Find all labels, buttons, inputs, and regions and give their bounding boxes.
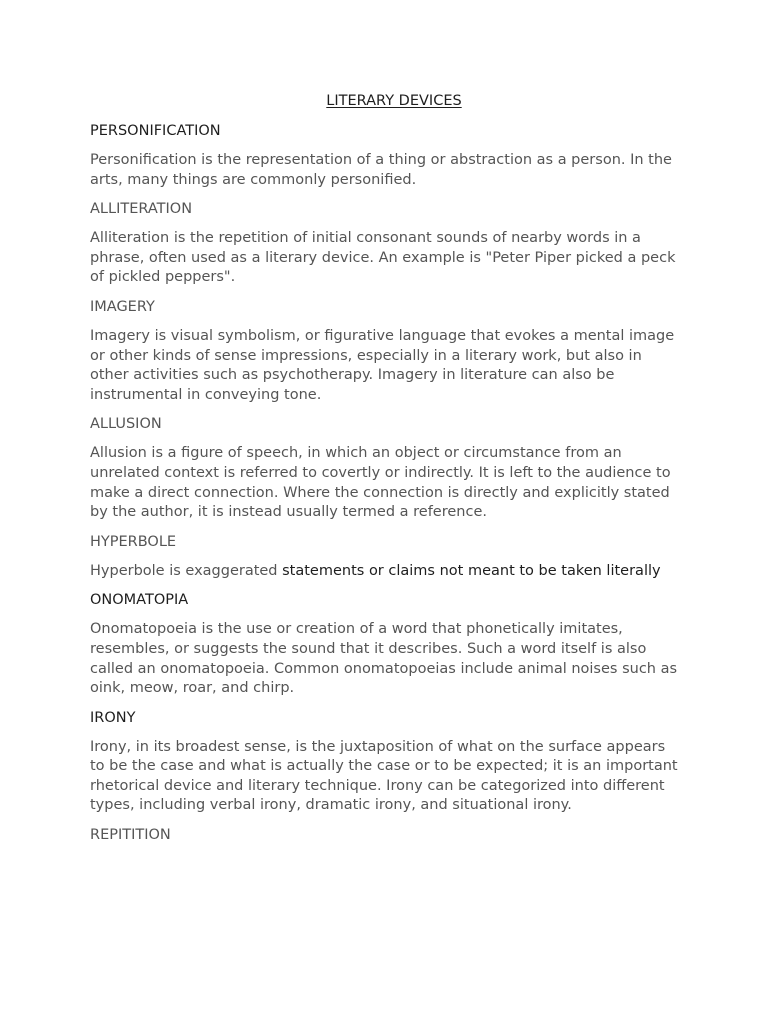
document-body xyxy=(90,91,680,855)
section-body-hyperbole xyxy=(90,562,680,582)
section-body-irony: Irony, in its broadest sense, is the juxtaposition of what on the surface appears to be the case and what is actually the case or to be expected; it is an important rhetorical device and literary technique. Irony can be categorized into different types, including verbal irony, dramatic irony, and situational irony. xyxy=(90,738,678,814)
section-body-onomatopia: Onomatopoeia is the use or creation of a word that phonetically imitates, resembles, or suggests the sound that it describes. Such a word itself is also called an onomatopoeia. Common onomatopoeias include animal noises such as oink, meow, roar, and chirp. xyxy=(90,621,678,697)
hyperbole-body-part2: statements or claims not meant to be taken literally xyxy=(282,562,661,579)
document-title: LITERARY DEVICES xyxy=(326,93,462,109)
section-body-allusion: Allusion is a figure of speech, in which an object or circumstance from an unrelated context is referred to covertly or indirectly. It is left to the audience to make a direct connection. Where the connection is directly and explicitly stated by the author, it is instead usually termed a reference. xyxy=(90,445,671,521)
section-heading-irony: IRONY xyxy=(90,709,136,726)
section-heading-imagery: IMAGERY xyxy=(90,298,155,315)
section-body-alliteration: Alliteration is the repetition of initial consonant sounds of nearby words in a phrase, often used as a literary device. An example is "Peter Piper picked a peck of pickled peppers". xyxy=(90,230,676,286)
section-heading-personification: PERSONIFICATION xyxy=(90,123,221,139)
section-heading-hyperbole: HYPERBOLE xyxy=(90,533,177,550)
section-body-personification: Personification is the representation of a thing or abstraction as a person. In the arts, many things are commonly personified. xyxy=(90,152,672,188)
section-heading-alliteration: ALLITERATION xyxy=(90,201,193,218)
section-heading-repitition: REPITITION xyxy=(90,827,171,844)
section-heading-allusion: ALLUSION xyxy=(90,416,162,433)
section-heading-onomatopia: ONOMATOPIA xyxy=(90,592,189,609)
hyperbole-body-part1: Hyperbole is exaggerated xyxy=(90,562,283,579)
section-body-imagery: Imagery is visual symbolism, or figurative language that evokes a mental image or other kinds of sense impressions, especially in a literary work, but also in other activities such as psychotherapy. Imagery in literature can also be instrumental in conveying tone. xyxy=(90,327,675,403)
